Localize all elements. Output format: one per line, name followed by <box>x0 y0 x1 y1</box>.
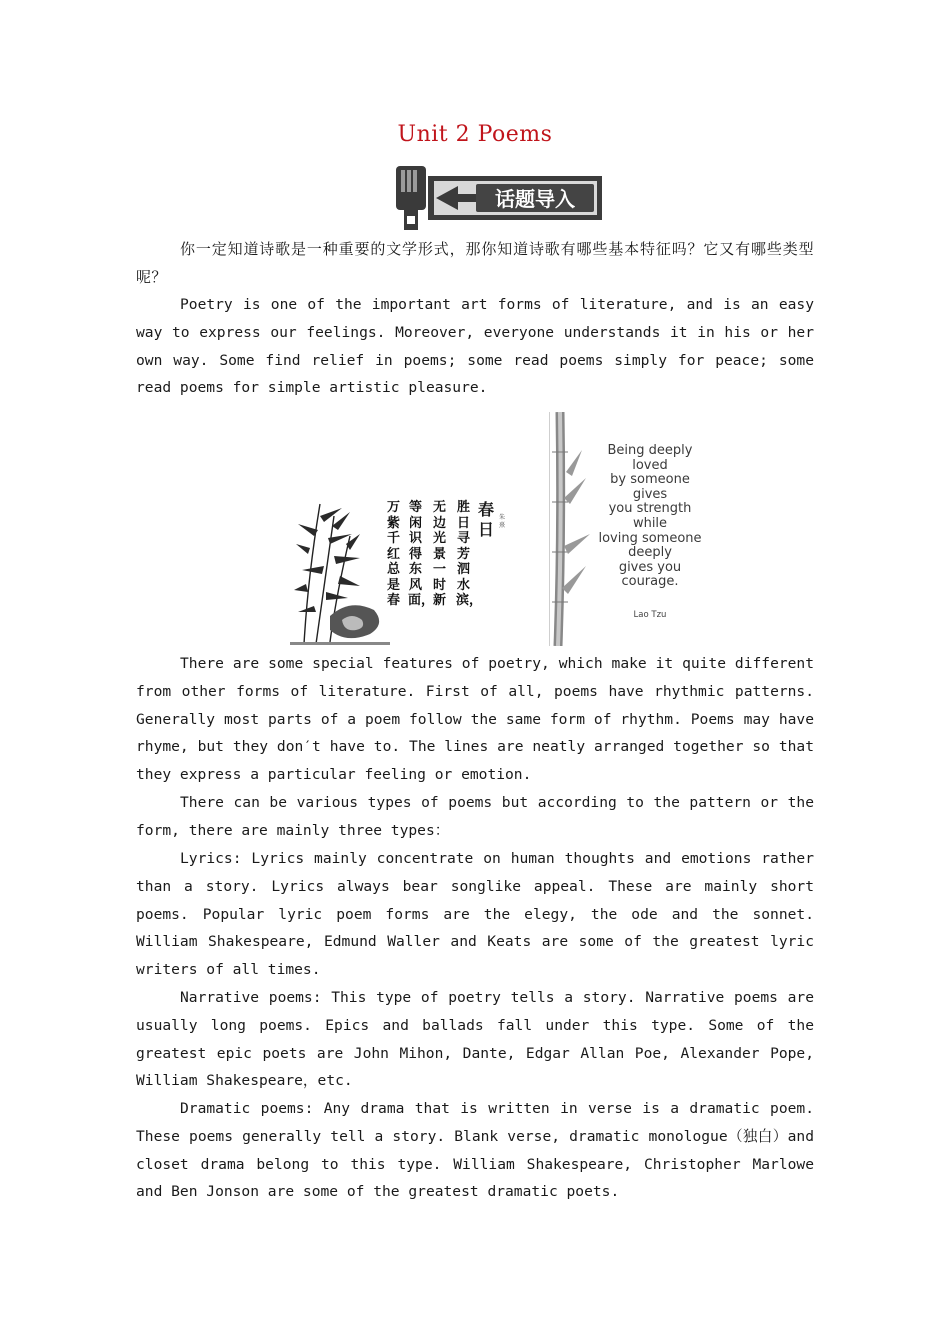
quote-line: gives you <box>618 559 682 575</box>
body-paragraph-dramatic: Dramatic poems: Any drama that is written in verse is a dramatic poem. These poems generally tell a story. Blank verse, dramatic monologue（独白）and closet drama belong to this type. William Shakespeare, Christopher Marlowe and Ben Jonson are some of the greatest dramatic poets. <box>136 1100 814 1201</box>
quote-line: loving someone <box>598 530 702 546</box>
quote-text <box>590 444 710 590</box>
body-paragraph-narrative: Narrative poems: This type of poetry tells a story. Narrative poems are usually long poems. Epics and ballads fall under this type. Some of the greatest epic poets are John Mihon, Dante, Edgar Allan Poe, Alexander Pope, William Shakespeare，etc. <box>136 989 814 1090</box>
quote-line: while <box>632 515 668 531</box>
body-paragraph-3: There can be various types of poems but according to the pattern or the form, there are mainly three types： <box>136 794 814 839</box>
intro-paragraph: 你一定知道诗歌是一种重要的文学形式，那你知道诗歌有哪些基本特征吗？它又有哪些类型呢？ <box>136 240 814 286</box>
quote-line: Being deeply <box>607 443 693 458</box>
quote-line: loved <box>632 457 668 473</box>
quote-line: deeply <box>628 545 672 561</box>
badge-label: 话题导入 <box>495 187 575 211</box>
quote-line: by someone <box>610 472 690 488</box>
poem-line-3: 等闲识得东风面， <box>408 500 435 608</box>
body-paragraph-1: Poetry is one of the important art forms of literature, and is an easy way to express our feelings. Moreover, everyone understands it in his or her own way. Some find relief in poems; some read poems simply for peace; some read poems for simple artistic pleasure. <box>136 296 814 397</box>
poem-line-1: 胜日寻芳泗水滨， <box>456 500 483 608</box>
page-title: Unit 2 Poems <box>397 122 553 147</box>
quote-line: you strength <box>608 501 692 517</box>
quote-line: courage. <box>621 574 679 590</box>
poem-line-2: 无边光景一时新 <box>432 500 446 608</box>
body-paragraph-lyrics: Lyrics: Lyrics mainly concentrate on human thoughts and emotions rather than a story. Lyrics always bear songlike appeal. These are mainly short poems. Popular lyric poem forms are the elegy, the ode and the sonnet. William Shakespeare, Edmund Waller and Keats are some of the greatest lyric writers of all times. <box>136 850 814 979</box>
poem-title: 春日 <box>477 500 494 539</box>
poem-line-4: 万紫千红总是春 <box>386 500 400 608</box>
body-paragraph-2: There are some special features of poetry, which make it quite different from other forms of literature. First of all, poems have rhythmic patterns. Generally most parts of a poem follow the same form of rhythm. Poems may have rhyme, but they don′t have to. The lines are neatly arranged together so that they express a particular feeling or emotion. <box>136 655 814 784</box>
quote-line: gives <box>632 486 668 502</box>
poem-author: 朱熹 <box>498 514 505 529</box>
topic-intro-badge <box>392 164 604 232</box>
quote-author: Lao Tzu <box>633 610 667 620</box>
pointing-hand-icon <box>396 166 426 230</box>
